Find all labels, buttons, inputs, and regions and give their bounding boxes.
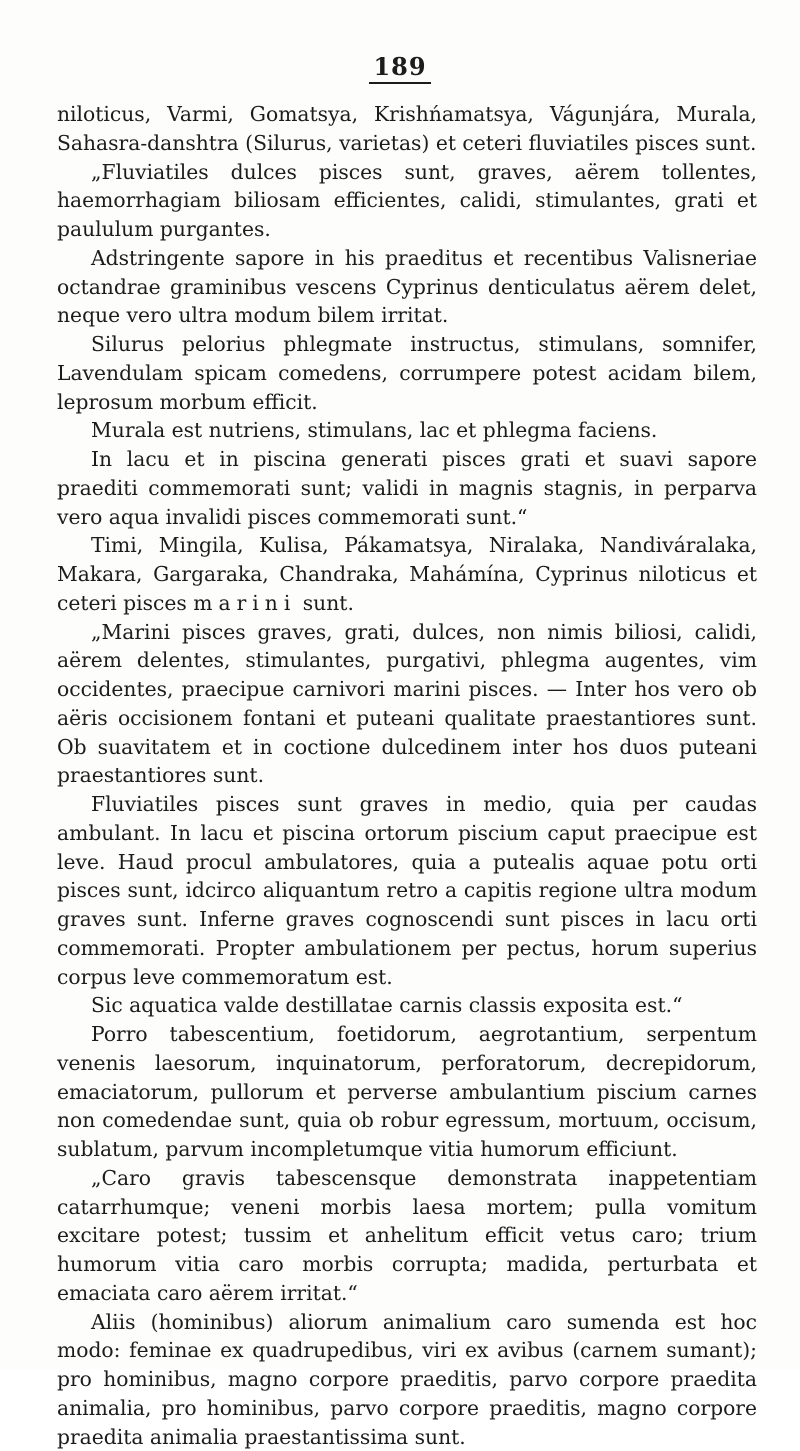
paragraph-text: Adstringente sapore in his praeditus et recentibus Valisneriae octandrae graminibus vescens Cyprinus denticulatus aërem delet, neque vero ultra modum bilem irritat. (57, 246, 757, 328)
paragraph-text: niloticus, Varmi, Gomatsya, Krishńamatsya, Vágunjára, Murala, Sahasra-danshtra (Silurus, varietas) et ceteri fluviatiles pisces sunt. (57, 102, 757, 155)
paragraph (57, 416, 757, 445)
paragraph (57, 158, 757, 244)
paragraph-text: „Caro gravis tabescensque demonstrata inappetentiam catarrhumque; veneni morbis laesa mortem; pulla vomitum excitare potest; tussim et anhelitum efficit vetus caro; trium humorum vitia caro morbis corrupta; madida, perturbata et emaciata caro aërem irritat.“ (57, 1166, 757, 1305)
paragraph-text: „Fluviatiles dulces pisces sunt, graves, aërem tollentes, haemorrhagiam biliosam efficientes, calidi, stimulantes, grati et paululum purgantes. (57, 160, 757, 242)
paragraph-text: Aliis (hominibus) aliorum animalium caro sumenda est hoc modo: feminae ex quadrupedibus, viri ex avibus (carnem sumant); pro hominibus, magno corpore praeditis, parvo corpore praedita animalia, pro hominibus, parvo corpore praeditis, magno corpore praedita animalia praestantissima sunt. (57, 1310, 757, 1449)
body-text (57, 100, 757, 1451)
paragraph-text: Sic aquatica valde destillatae carnis classis exposita est.“ (91, 993, 682, 1017)
paragraph (57, 445, 757, 531)
page-number-underline (369, 82, 431, 84)
paragraph-text: sunt. (296, 591, 354, 615)
paragraph (57, 244, 757, 330)
paragraph-text: Silurus pelorius phlegmate instructus, stimulans, somnifer, Lavendulam spicam comedens, corrumpere potest acidam bilem, leprosum morbum efficit. (57, 332, 757, 414)
paragraph (57, 100, 757, 158)
paragraph-text: Fluviatiles pisces sunt graves in medio, quia per caudas ambulant. In lacu et piscina ortorum piscium caput praecipue est leve. Haud procul ambulatores, quia a putealis aquae potu orti pisces sunt, idcirco aliquantum retro a capitis regione ultra modum graves sunt. Inferne graves cognoscendi sunt pisces in lacu orti commemorati. Propter ambulationem per pectus, horum superius corpus leve commemoratum est. (57, 792, 757, 989)
paragraph (57, 531, 757, 617)
paragraph (57, 991, 757, 1020)
paragraph (57, 1308, 757, 1451)
page-number: 189 (0, 52, 800, 81)
paragraph (57, 618, 757, 791)
paragraph-text: Timi, Mingila, Kulisa, Pákamatsya, Niralaka, Nandiváralaka, Makara, Gargaraka, Chandraka, Mahámína, Cyprinus niloticus et ceteri pisces (57, 533, 757, 615)
paragraph-text: „Marini pisces graves, grati, dulces, non nimis biliosi, calidi, aërem delentes, stimulantes, purgativi, phlegma augentes, vim occidentes, praecipue carnivori marini pisces. — Inter hos vero ob aëris occisionem fontani et puteani qualitate praestantiores sunt. Ob suavitatem et in coctione dulcedinem inter hos duos puteani praestantiores sunt. (57, 620, 757, 788)
paragraph (57, 330, 757, 416)
paragraph-text: In lacu et in piscina generati pisces grati et suavi sapore praediti commemorati sunt; validi in magnis stagnis, in perparva vero aqua invalidi pisces commemorati sunt.“ (57, 447, 757, 529)
paragraph-text: Murala est nutriens, stimulans, lac et phlegma faciens. (91, 418, 657, 442)
spaced-emphasis-text: marini (193, 591, 296, 615)
paragraph (57, 1020, 757, 1164)
paragraph-text: Porro tabescentium, foetidorum, aegrotantium, serpentum venenis laesorum, inquinatorum, perforatorum, decrepidorum, emaciatorum, pullorum et perverse ambulantium piscium carnes non comedendae sunt, quia ob robur egressum, mortuum, occisum, sublatum, parvum incompletumque vitia humorum efficiunt. (57, 1022, 757, 1161)
paragraph (57, 1164, 757, 1308)
paragraph (57, 790, 757, 991)
